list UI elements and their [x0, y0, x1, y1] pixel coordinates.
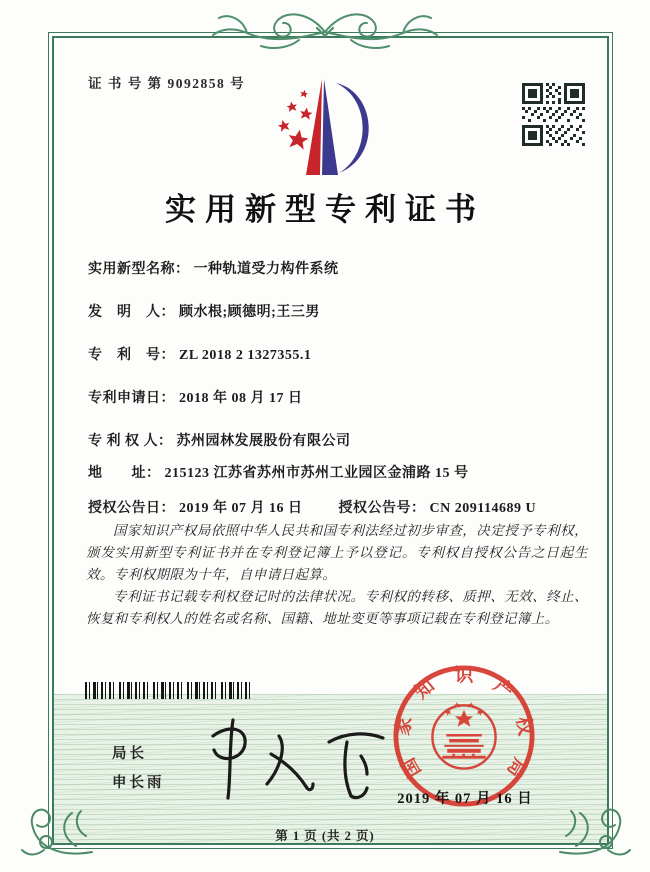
seal-date: 2019 年 07 月 16 日 — [397, 791, 533, 807]
director-block — [112, 740, 165, 798]
field-row-grant — [88, 501, 588, 516]
seal-char: 产 — [489, 675, 517, 704]
field-row-address — [88, 466, 588, 481]
seal-char: 权 — [511, 715, 536, 738]
qr-code-icon — [522, 83, 585, 146]
top-flourish-ornament — [165, 2, 485, 58]
legal-text — [86, 520, 588, 630]
field-label: 专利申请日： — [88, 391, 175, 406]
certificate-title: 实用新型专利证书 — [165, 192, 485, 227]
field-row-name — [88, 262, 588, 277]
field-label: 地 址： — [88, 466, 161, 481]
corner-flourish-ornament — [14, 784, 96, 866]
director-name: 申长雨 — [112, 775, 165, 791]
field-label: 专 利 号： — [88, 348, 175, 363]
field-value: ZL 2018 2 1327355.1 — [179, 348, 312, 363]
seal-char: 识 — [454, 665, 474, 687]
seal-char: 家 — [392, 715, 417, 738]
field-row-patentee — [88, 434, 588, 449]
page-number: 第 1 页 (共 2 页) — [275, 829, 375, 843]
legal-paragraph: 专利证书记载专利权登记时的法律状况。专利权的转移、质押、无效、终止、恢复和专利权人的姓名或名称、国籍、地址变更等事项记载在专利登记簿上。 — [86, 589, 588, 626]
fields-section — [88, 256, 588, 516]
field-value: 215123 江苏省苏州市苏州工业园区金浦路 15 号 — [164, 466, 469, 481]
field-pair-grant-number — [339, 501, 537, 516]
barcode — [85, 682, 251, 699]
field-value: 2019 年 07 月 16 日 — [179, 501, 303, 516]
cnipa-logo-icon — [256, 76, 394, 186]
field-value: 苏州园林发展股份有限公司 — [176, 434, 351, 449]
field-value: 一种轨道受力构件系统 — [193, 262, 339, 277]
field-label: 专 利 权 人： — [88, 434, 173, 449]
field-value: 顾水根;顾德明;王三男 — [179, 305, 320, 320]
field-label: 授权公告日： — [88, 501, 175, 516]
national-emblem — [432, 702, 495, 769]
seal-char: 知 — [411, 675, 439, 704]
field-value: 2018 年 08 月 17 日 — [179, 391, 303, 406]
legal-paragraph: 国家知识产权局依照中华人民共和国专利法经过初步审查，决定授予专利权，颁发实用新型专利证书并在专利登记簿上予以登记。专利权自授权公告之日起生效。专利权期限为十年，自申请日起算。 — [86, 523, 588, 582]
seal-char: 国 — [398, 753, 426, 781]
director-label: 局长 — [112, 746, 147, 762]
field-row-patent-number — [88, 348, 588, 363]
corner-flourish-ornament — [556, 784, 638, 866]
field-label: 发 明 人： — [88, 305, 175, 320]
field-row-filing-date — [88, 391, 588, 406]
field-row-inventors — [88, 305, 588, 320]
director-signature — [195, 708, 395, 808]
field-label: 实用新型名称： — [88, 262, 190, 277]
seal-char: 局 — [502, 753, 530, 781]
certificate-number: 证 书 号 第 9092858 号 — [88, 76, 246, 91]
field-label: 授权公告号： — [338, 501, 426, 516]
field-value: CN 209114689 U — [429, 501, 537, 516]
